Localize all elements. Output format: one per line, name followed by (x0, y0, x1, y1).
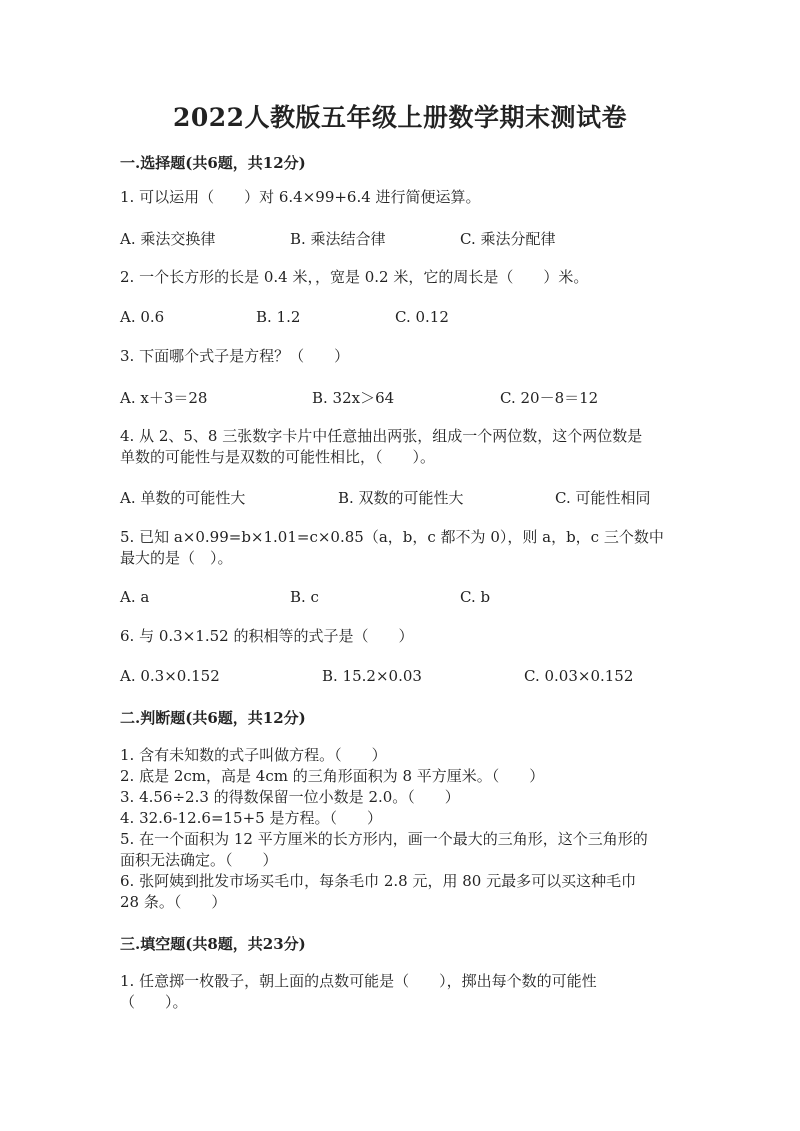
statement-line: 1. 含有未知数的式子叫做方程。（ ） (120, 746, 387, 764)
statement-line: 5. 在一个面积为 12 平方厘米的长方形内，画一个最大的三角形，这个三角形的 (120, 830, 648, 848)
question-line: 1. 任意掷一枚骰子，朝上面的点数可能是（ ），掷出每个数的可能性 (120, 972, 597, 990)
option-c: C. 0.03×0.152 (524, 667, 634, 685)
question-line: 1. 可以运用（ ）对 6.4×99+6.4 进行简便运算。 (120, 188, 481, 206)
option-a: A. 0.3×0.152 (120, 667, 220, 685)
statement-line: 2. 底是 2cm，高是 4cm 的三角形面积为 8 平方厘米。（ ） (120, 767, 545, 785)
option-a: A. 乘法交换律 (120, 230, 216, 248)
statement-line: 3. 4.56÷2.3 的得数保留一位小数是 2.0。（ ） (120, 788, 460, 806)
section-heading-judgement: 二.判断题(共6题，共12分) (120, 709, 306, 727)
question-line: 5. 已知 a×0.99=b×1.01=c×0.85（a，b，c 都不为 0），则 a，b，c 三个数中 (120, 528, 664, 546)
option-b: B. 1.2 (256, 308, 301, 326)
statement-line: 6. 张阿姨到批发市场买毛巾，每条毛巾 2.8 元，用 80 元最多可以买这种毛巾 (120, 872, 637, 890)
option-b: B. c (290, 588, 319, 606)
statement-line: 面积无法确定。（ ） (120, 851, 278, 869)
option-c: C. 乘法分配律 (460, 230, 556, 248)
option-a: A. 0.6 (120, 308, 165, 326)
option-b: B. 双数的可能性大 (338, 489, 464, 507)
section-heading-fill-blank: 三.填空题(共8题，共23分) (120, 935, 306, 953)
question-line: 单数的可能性与是双数的可能性相比，（ ）。 (120, 448, 436, 466)
option-b: B. 32x＞64 (312, 389, 395, 407)
option-c: C. b (460, 588, 491, 606)
question-line: 最大的是（ ）。 (120, 549, 233, 567)
option-a: A. x＋3＝28 (120, 389, 208, 407)
section-heading-choice: 一.选择题(共6题，共12分) (120, 154, 306, 172)
question-line: 3. 下面哪个式子是方程？（ ） (120, 347, 350, 365)
option-c: C. 20－8＝12 (500, 389, 599, 407)
statement-line: 4. 32.6-12.6=15+5 是方程。（ ） (120, 809, 382, 827)
option-b: B. 15.2×0.03 (322, 667, 422, 685)
question-line: 2. 一个长方形的长是 0.4 米，，宽是 0.2 米，它的周长是（ ）米。 (120, 268, 589, 286)
option-b: B. 乘法结合律 (290, 230, 386, 248)
question-line: 4. 从 2、5、8 三张数字卡片中任意抽出两张，组成一个两位数，这个两位数是 (120, 427, 643, 445)
page-title: 2022人教版五年级上册数学期末测试卷 (172, 103, 628, 132)
option-c: C. 0.12 (395, 308, 449, 326)
question-line: 6. 与 0.3×1.52 的积相等的式子是（ ） (120, 627, 414, 645)
option-c: C. 可能性相同 (555, 489, 651, 507)
question-line: （ ）。 (120, 993, 188, 1011)
option-a: A. a (120, 588, 150, 606)
option-a: A. 单数的可能性大 (120, 489, 246, 507)
statement-line: 28 条。（ ） (120, 893, 227, 911)
